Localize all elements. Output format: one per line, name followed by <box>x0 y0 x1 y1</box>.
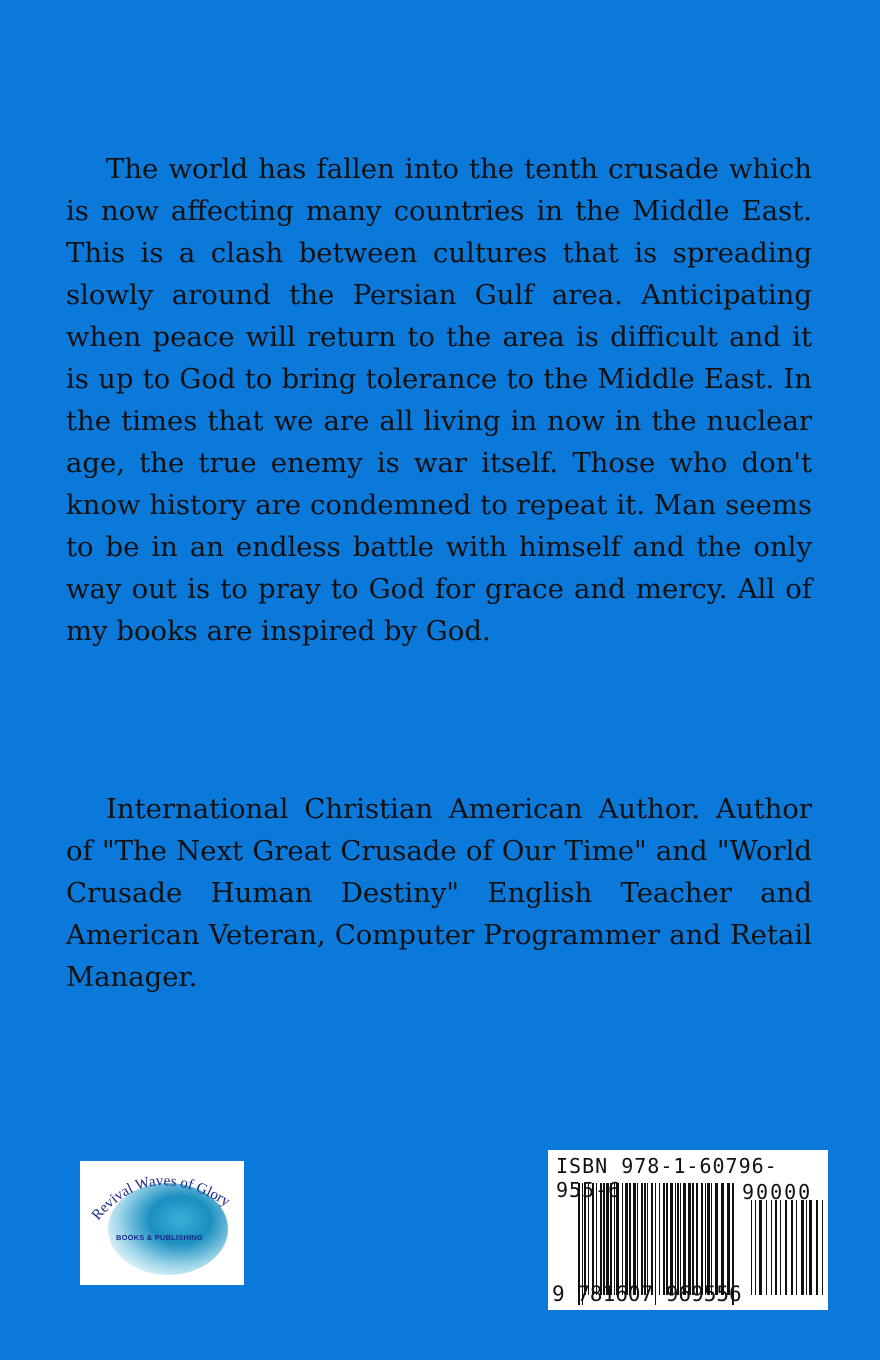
addon-bar <box>751 1200 752 1295</box>
publisher-logo <box>80 1161 244 1285</box>
addon-bar <box>809 1200 812 1295</box>
book-description: The world has fallen into the tenth crusade which is now affecting many countries in the Middle East. This is a clash between cultures that is spreading slowly around the Persian Gulf area. Anticipating when peace will return to the area is difficult and it is up to God to bring tolerance to the Middle East. In the times that we are all living in now in the nuclear age, the true enemy is war itself. Those who don't know history are condemned to repeat it. Man seems to be in an endless battle with himself and the only way out is to pray to God for grace and mercy. All of my books are inspired by God. <box>66 153 812 647</box>
addon-bar <box>791 1200 793 1295</box>
isbn-label: ISBN 978-1-60796-955-6 <box>556 1154 778 1202</box>
addon-bar <box>816 1200 818 1295</box>
price-addon: 90000 <box>742 1180 813 1204</box>
addon-bar <box>775 1200 777 1295</box>
addon-bar <box>766 1200 767 1295</box>
svg-text:Revival Waves of Glory: Revival Waves of Glory <box>88 1173 233 1224</box>
addon-bar <box>759 1200 762 1295</box>
addon-bar <box>785 1200 787 1295</box>
addon-bar <box>796 1200 797 1295</box>
author-bio: International Christian American Author. Author of "The Next Great Crusade of Our Time" and "World Crusade Human Destiny" English Teacher and American Veteran, Computer Programmer and Retail Manager. <box>66 793 812 993</box>
ean-digits: 9 781607 969556 <box>552 1282 742 1306</box>
addon-bar <box>806 1200 807 1295</box>
isbn-barcode <box>548 1150 828 1310</box>
logo-title-arc <box>80 1161 244 1285</box>
publisher-subtitle: BOOKS & PUBLISHING <box>116 1233 203 1242</box>
addon-bar <box>801 1200 804 1295</box>
addon-bar <box>755 1200 756 1295</box>
addon-bar <box>780 1200 781 1295</box>
addon-bar <box>822 1200 823 1295</box>
addon-bar <box>771 1200 772 1295</box>
